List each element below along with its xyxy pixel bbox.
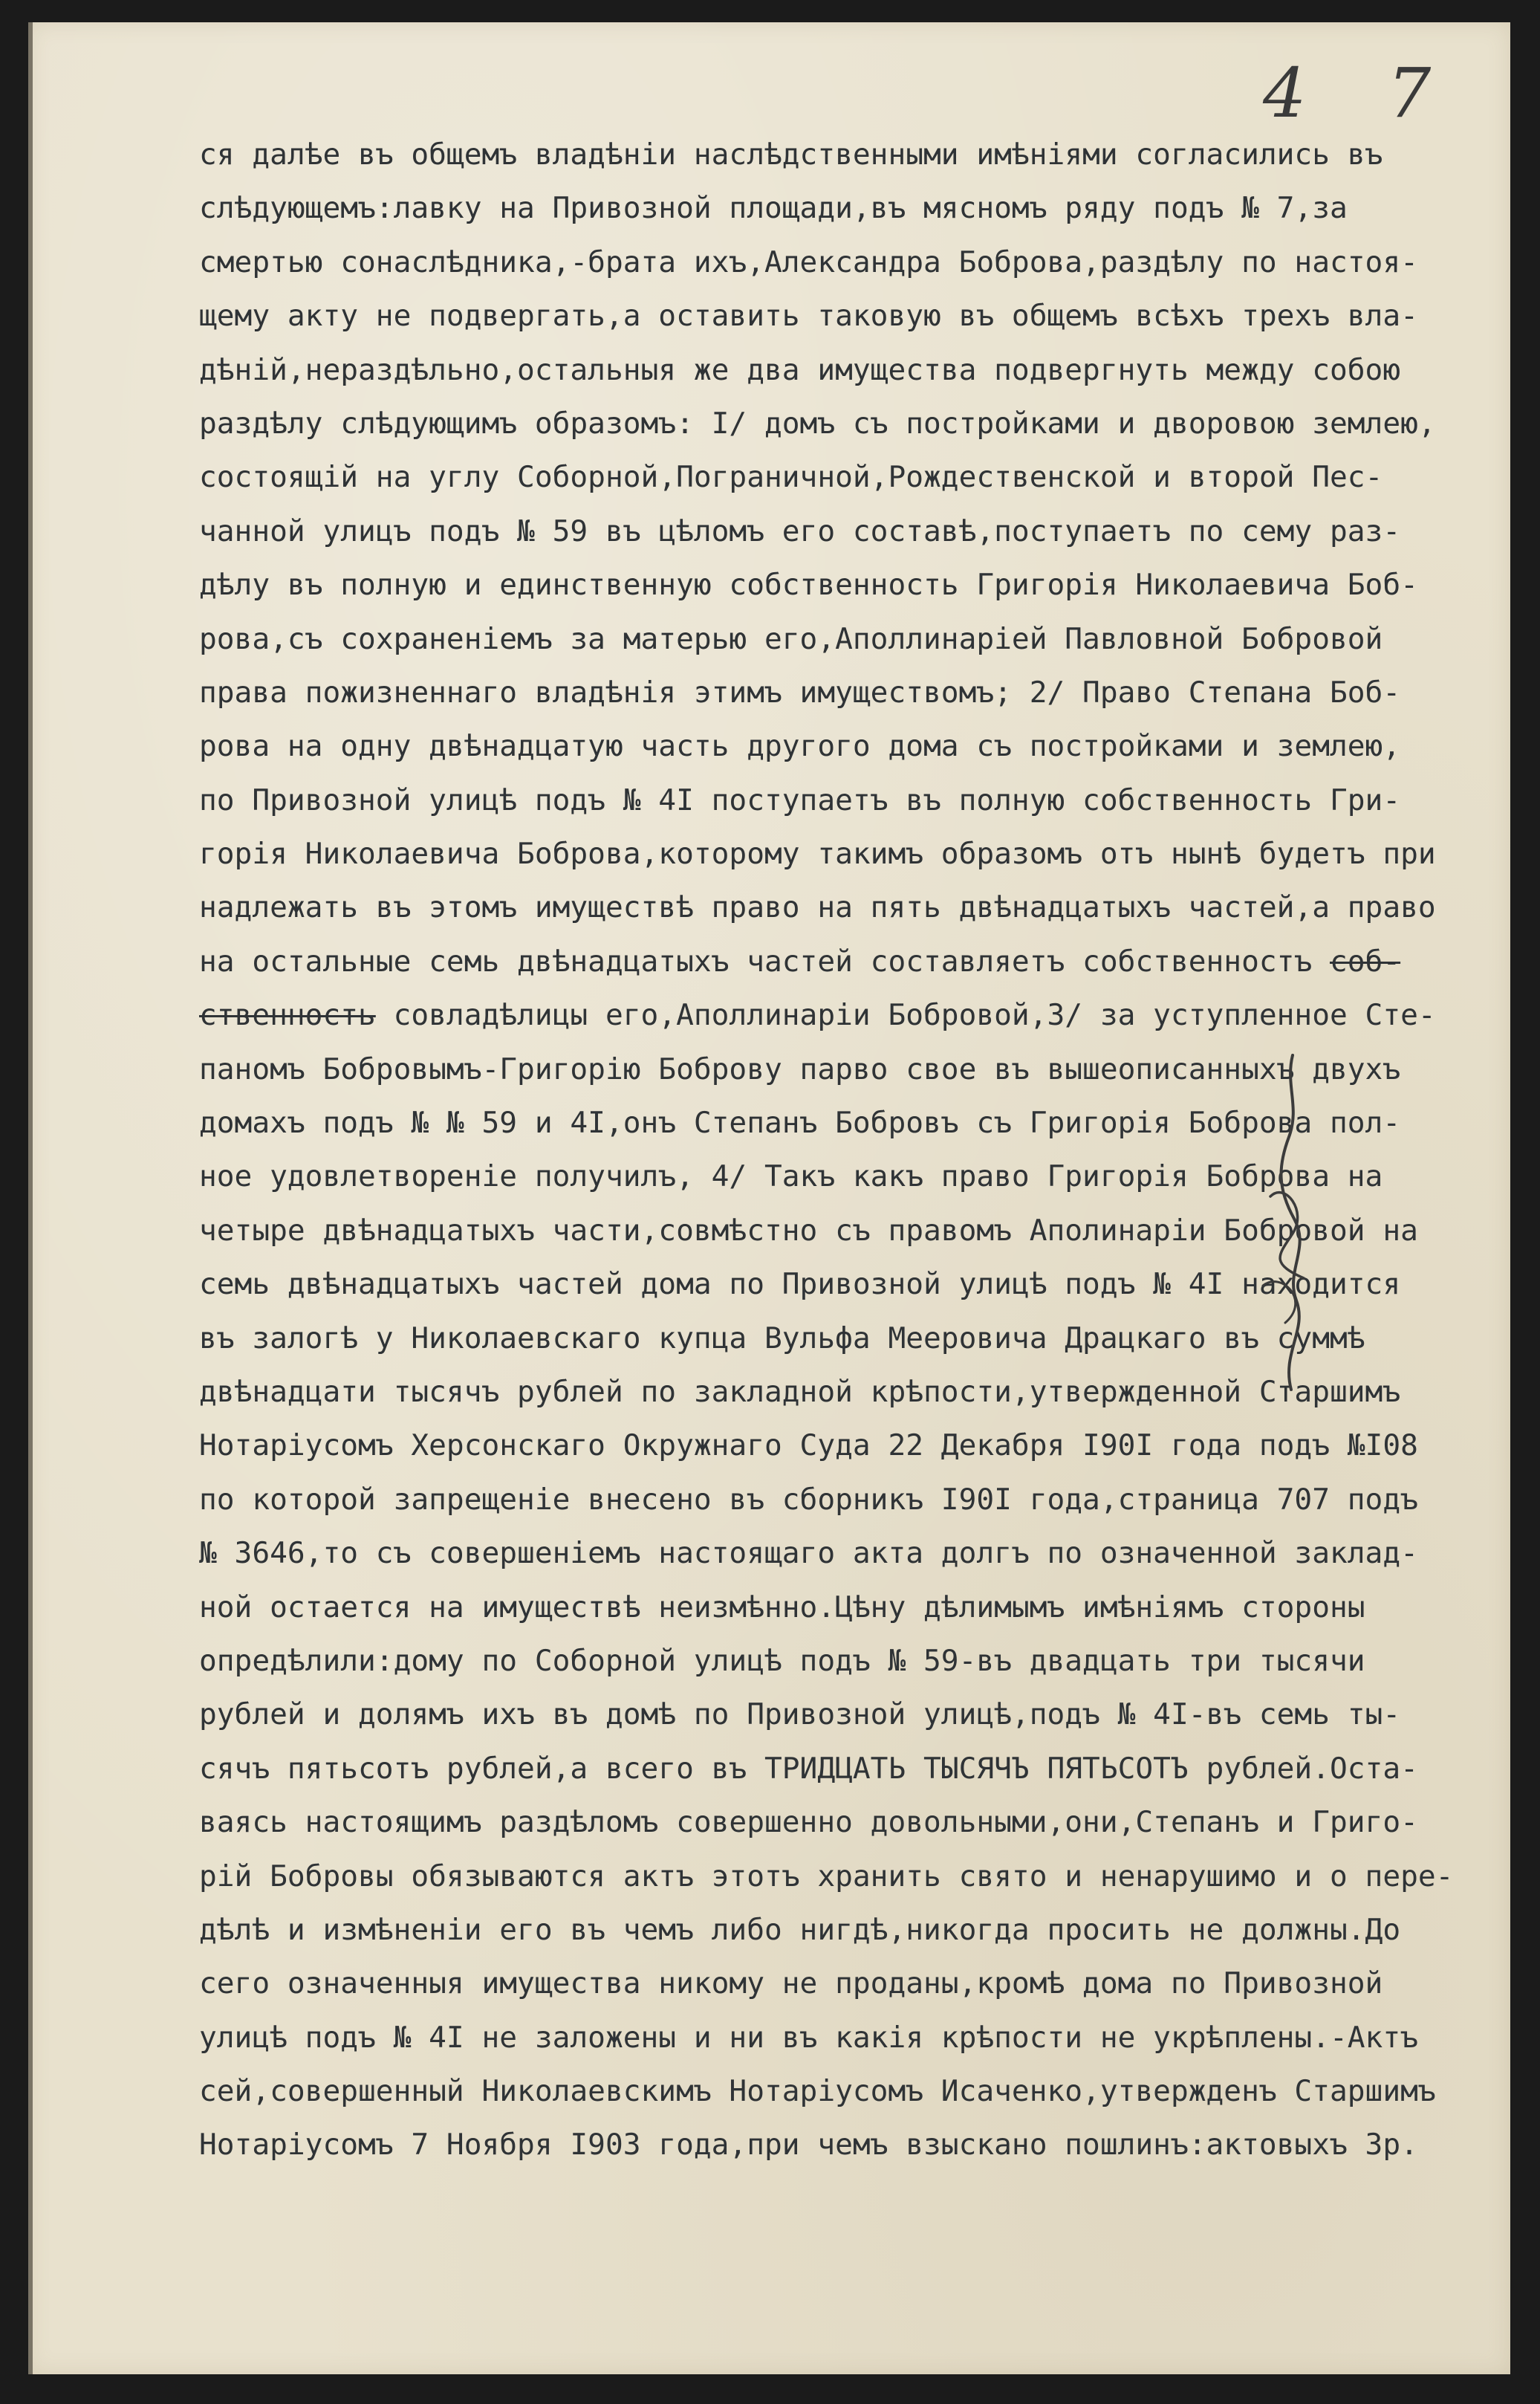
page-edge xyxy=(28,22,33,2374)
text-line xyxy=(199,2011,1492,2064)
handwritten-signature xyxy=(1241,1040,1330,1412)
line-text: раздѣлу слѣдующимъ образомъ: I/ домъ съ постройками и дворовою землею, xyxy=(199,406,1436,441)
handwritten-page-number: 4 7 xyxy=(1263,54,1461,133)
text-line xyxy=(199,236,1492,289)
text-line xyxy=(199,1473,1492,1526)
line-text: по которой запрещеніе внесено въ сборникъ I90I года,страница 707 подъ xyxy=(199,1482,1418,1517)
text-line xyxy=(199,128,1492,181)
struck-through-text: ственность xyxy=(199,998,376,1033)
line-text-continued: совладѣлицы его,Аполлинаріи Бобровой,3/ за уступленное Сте- xyxy=(375,998,1436,1033)
text-line xyxy=(199,343,1492,397)
text-line xyxy=(199,1581,1492,1634)
text-line xyxy=(199,881,1492,934)
line-text: слѣдующемъ:лавку на Привозной площади,въ мясномъ ряду подъ № 7,за xyxy=(199,191,1348,226)
line-text: дѣній,нераздѣльно,остальныя же два имущества подвергнуть между собою xyxy=(199,352,1401,387)
line-text: ся далѣе въ общемъ владѣніи наслѣдственными имѣніями согласились въ xyxy=(199,137,1383,172)
line-text: рублей и долямъ ихъ въ домѣ по Привозной улицѣ,подъ № 4I-въ семь ты- xyxy=(199,1697,1401,1732)
line-text: ной остается на имуществѣ неизмѣнно.Цѣну дѣлимымъ имѣніямъ стороны xyxy=(199,1590,1365,1624)
line-text: дѣлѣ и измѣненіи его въ чемъ либо нигдѣ,никогда просить не должны.До xyxy=(199,1912,1401,1947)
text-line xyxy=(199,2118,1492,2171)
line-text: щему акту не подвергать,а оставить таковую въ общемъ всѣхъ трехъ вла- xyxy=(199,299,1418,334)
line-text: дѣлу въ полную и единственную собственность Григорія Николаевича Боб- xyxy=(199,568,1418,603)
line-text: рова на одну двѣнадцатую часть другого дома съ постройками и землею, xyxy=(199,729,1401,764)
text-line xyxy=(199,505,1492,558)
text-line xyxy=(199,1688,1492,1741)
text-line xyxy=(199,935,1492,988)
line-text: на остальные семь двѣнадцатыхъ частей составляетъ собственностъ xyxy=(199,944,1330,979)
line-text: Нотаріусомъ Херсонскаго Окружнаго Суда 22 Декабря I90I года подъ №I08 xyxy=(199,1428,1418,1463)
line-text: рова,съ сохраненіемъ за матерью его,Аполлинаріей Павловной Бобровой xyxy=(199,621,1383,656)
text-line xyxy=(199,827,1492,881)
line-text: сячъ пятьсотъ рублей,а всего въ ТРИДЦАТЬ ТЫСЯЧЪ ПЯТЬСОТЪ рублей.Оста- xyxy=(199,1751,1418,1786)
text-line xyxy=(199,666,1492,719)
line-text: двѣнадцати тысячъ рублей по закладной крѣпости,утвержденной Старшимъ xyxy=(199,1374,1401,1409)
line-text: сего означенныя имущества никому не проданы,кромѣ дома по Привозной xyxy=(199,1966,1383,2001)
text-line xyxy=(199,289,1492,343)
text-line xyxy=(199,397,1492,450)
line-text: четыре двѣнадцатыхъ части,совмѣстно съ правомъ Аполинаріи Бобровой на xyxy=(199,1213,1418,1248)
line-text: улицѣ подъ № 4I не заложены и ни въ какія крѣпости не укрѣплены.-Актъ xyxy=(199,2020,1418,2055)
text-line xyxy=(199,612,1492,666)
text-line xyxy=(199,1526,1492,1580)
text-line xyxy=(199,1795,1492,1849)
line-text: въ залогѣ у Николаевскаго купца Вульфа Мееровича Драцкаго въ суммѣ xyxy=(199,1321,1365,1355)
text-line xyxy=(199,1957,1492,2010)
line-text: опредѣлили:дому по Соборной улицѣ подъ № 59-въ двадцать три тысячи xyxy=(199,1643,1365,1678)
line-text: Нотаріусомъ 7 Ноября I903 года,при чемъ взыскано пошлинъ:актовыхъ 3р. xyxy=(199,2128,1418,2162)
text-line xyxy=(199,1419,1492,1472)
line-text: сей,совершенный Николаевскимъ Нотаріусомъ Исаченко,утвержденъ Старшимъ xyxy=(199,2074,1436,2109)
text-line xyxy=(199,774,1492,827)
text-line xyxy=(199,1903,1492,1957)
text-line xyxy=(199,1742,1492,1795)
struck-through-text: соб- xyxy=(1329,944,1401,979)
text-line xyxy=(199,181,1492,235)
line-text: паномъ Бобровымъ-Григорію Боброву парво свое въ вышеописанныхъ двухъ xyxy=(199,1052,1401,1086)
text-line xyxy=(199,719,1492,773)
line-text: ваясь настоящимъ раздѣломъ совершенно довольными,они,Степанъ и Григо- xyxy=(199,1805,1418,1840)
text-line xyxy=(199,450,1492,504)
line-text: состоящій на углу Соборной,Пограничной,Рождественской и второй Пес- xyxy=(199,460,1383,495)
line-text: рій Бобровы обязываются актъ этотъ хранить свято и ненарушимо и о пере- xyxy=(199,1859,1454,1893)
line-text: по Привозной улицѣ подъ № 4I поступаетъ въ полную собственность Гри- xyxy=(199,783,1401,817)
text-line xyxy=(199,558,1492,612)
text-line xyxy=(199,2064,1492,2118)
text-line xyxy=(199,988,1492,1042)
line-text: смертью сонаслѣдника,-брата ихъ,Александра Боброва,раздѣлу по настоя- xyxy=(199,244,1418,279)
line-text: № 3646,то съ совершеніемъ настоящаго акта долгъ по означенной заклад- xyxy=(199,1536,1418,1571)
text-line xyxy=(199,1850,1492,1903)
text-line xyxy=(199,1634,1492,1688)
line-text: надлежать въ этомъ имуществѣ право на пять двѣнадцатыхъ частей,а право xyxy=(199,890,1436,925)
line-text: домахъ подъ № № 59 и 4I,онъ Степанъ Бобровъ съ Григорія Боброва пол- xyxy=(199,1106,1401,1141)
line-text: семь двѣнадцатыхъ частей дома по Привозной улицѣ подъ № 4I находится xyxy=(199,1267,1401,1302)
line-text: горія Николаевича Боброва,которому такимъ образомъ отъ нынѣ будетъ при xyxy=(199,837,1436,872)
line-text: права пожизненнаго владѣнія этимъ имуществомъ; 2/ Право Степана Боб- xyxy=(199,675,1401,710)
line-text: чанной улицъ подъ № 59 въ цѣломъ его составѣ,поступаетъ по сему раз- xyxy=(199,513,1401,548)
line-text: ное удовлетвореніе получилъ, 4/ Такъ какъ право Григорія Боброва на xyxy=(199,1159,1383,1194)
